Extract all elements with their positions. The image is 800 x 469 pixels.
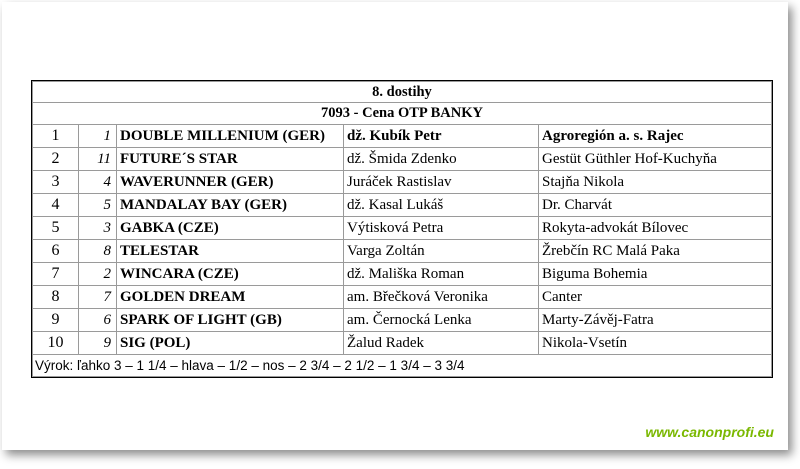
owner-name: Gestüt Güthler Hof-Kuchyňa [539, 148, 772, 171]
table-row [33, 286, 772, 309]
horse-name: SPARK OF LIGHT (GB) [117, 309, 344, 332]
finish-position: 3 [33, 171, 79, 194]
finish-position: 1 [33, 125, 79, 148]
horse-name: FUTURE´S STAR [117, 148, 344, 171]
horse-name: DOUBLE MILLENIUM (GER) [117, 125, 344, 148]
owner-name: Rokyta-advokát Bílovec [539, 217, 772, 240]
jockey-name: Výtisková Petra [344, 217, 539, 240]
finish-position: 4 [33, 194, 79, 217]
table-row [33, 309, 772, 332]
race-title: 8. dostihy [33, 82, 772, 103]
jockey-name: Žalud Radek [344, 332, 539, 355]
start-number: 8 [79, 240, 117, 263]
start-number: 2 [79, 263, 117, 286]
owner-name: Canter [539, 286, 772, 309]
finish-position: 6 [33, 240, 79, 263]
race-subtitle-row [33, 103, 772, 125]
owner-name: Stajňa Nikola [539, 171, 772, 194]
table-row [33, 217, 772, 240]
result-margins: Výrok: ľahko 3 – 1 1/4 – hlava – 1/2 – nos – 2 3/4 – 2 1/2 – 1 3/4 – 3 3/4 [33, 355, 772, 377]
owner-name: Dr. Charvát [539, 194, 772, 217]
owner-name: Žrebčín RC Malá Paka [539, 240, 772, 263]
start-number: 4 [79, 171, 117, 194]
start-number: 5 [79, 194, 117, 217]
table-row [33, 125, 772, 148]
table-row [33, 194, 772, 217]
owner-name: Nikola-Vsetín [539, 332, 772, 355]
jockey-name: Juráček Rastislav [344, 171, 539, 194]
start-number: 7 [79, 286, 117, 309]
start-number: 6 [79, 309, 117, 332]
race-title-row [33, 82, 772, 103]
photo-card [2, 2, 788, 450]
horse-name: WAVERUNNER (GER) [117, 171, 344, 194]
horse-name: GABKA (CZE) [117, 217, 344, 240]
race-results-table [31, 80, 773, 378]
jockey-name: am. Břečková Veronika [344, 286, 539, 309]
jockey-name: dž. Mališka Roman [344, 263, 539, 286]
table-row [33, 332, 772, 355]
start-number: 1 [79, 125, 117, 148]
watermark: www.canonprofi.eu [645, 424, 774, 440]
start-number: 11 [79, 148, 117, 171]
table-row [33, 263, 772, 286]
horse-name: MANDALAY BAY (GER) [117, 194, 344, 217]
finish-position: 2 [33, 148, 79, 171]
owner-name: Marty-Závěj-Fatra [539, 309, 772, 332]
start-number: 9 [79, 332, 117, 355]
owner-name: Agroregión a. s. Rajec [539, 125, 772, 148]
finish-position: 9 [33, 309, 79, 332]
jockey-name: dž. Kubík Petr [344, 125, 539, 148]
table-row [33, 240, 772, 263]
jockey-name: Varga Zoltán [344, 240, 539, 263]
result-row [33, 355, 772, 377]
finish-position: 7 [33, 263, 79, 286]
start-number: 3 [79, 217, 117, 240]
table-row [33, 171, 772, 194]
horse-name: WINCARA (CZE) [117, 263, 344, 286]
finish-position: 8 [33, 286, 79, 309]
finish-position: 10 [33, 332, 79, 355]
jockey-name: dž. Šmida Zdenko [344, 148, 539, 171]
table-row [33, 148, 772, 171]
finish-position: 5 [33, 217, 79, 240]
horse-name: SIG (POL) [117, 332, 344, 355]
race-subtitle: 7093 - Cena OTP BANKY [33, 103, 772, 125]
horse-name: GOLDEN DREAM [117, 286, 344, 309]
owner-name: Biguma Bohemia [539, 263, 772, 286]
jockey-name: am. Černocká Lenka [344, 309, 539, 332]
jockey-name: dž. Kasal Lukáš [344, 194, 539, 217]
horse-name: TELESTAR [117, 240, 344, 263]
